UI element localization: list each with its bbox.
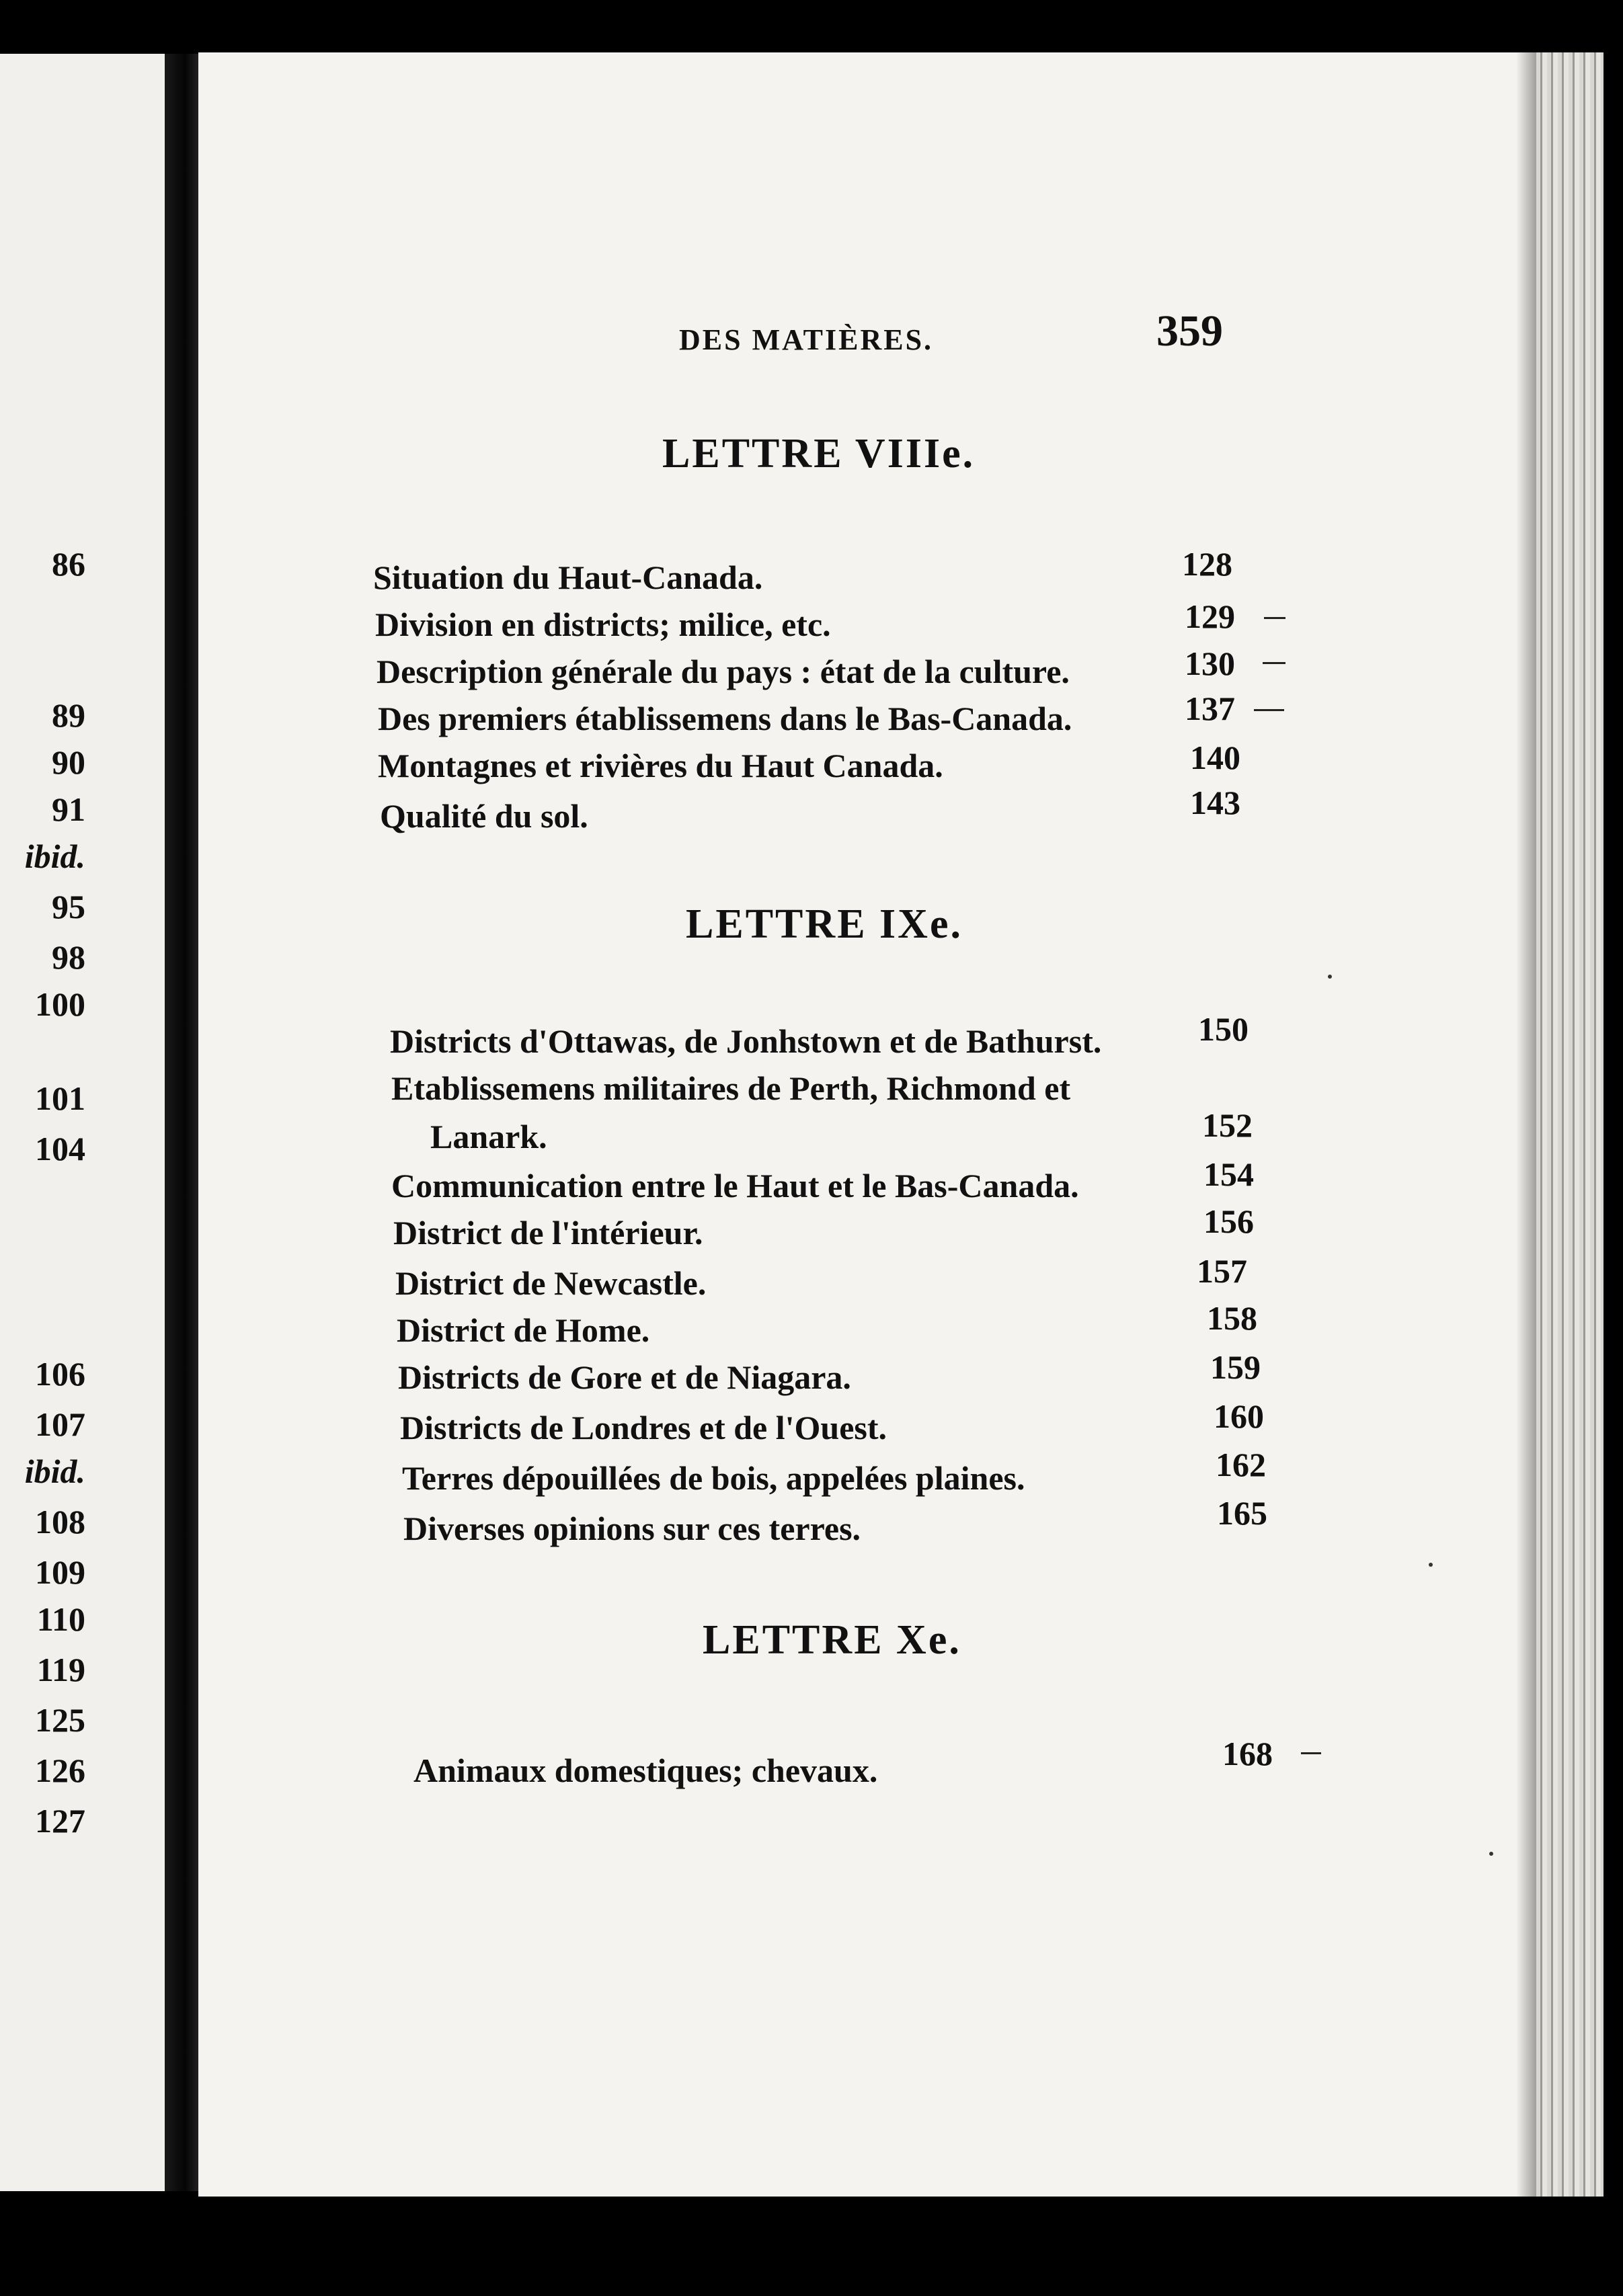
toc-entry: Districts de Londres et de l'Ouest.	[400, 1409, 887, 1446]
left-page-number: 106	[35, 1355, 85, 1393]
toc-entry: Diverses opinions sur ces terres.	[403, 1510, 861, 1547]
toc-entry: District de l'intérieur.	[393, 1214, 703, 1252]
toc-entry: Situation du Haut-Canada.	[373, 559, 763, 596]
toc-page: 168	[1222, 1735, 1273, 1772]
main-page	[198, 52, 1536, 2197]
toc-page: 162	[1216, 1446, 1266, 1483]
left-page-number: 95	[52, 888, 85, 926]
toc-page: 165	[1217, 1494, 1267, 1532]
section-heading: LETTRE VIIIe.	[662, 431, 976, 477]
toc-entry: Districts de Gore et de Niagara.	[398, 1358, 851, 1396]
toc-entry: Description générale du pays : état de la culture.	[377, 653, 1070, 690]
toc-entry: Montagnes et rivières du Haut Canada.	[378, 747, 943, 784]
page-stack-edge	[1536, 52, 1604, 2197]
left-page-number: 101	[35, 1079, 85, 1117]
toc-page: 159	[1210, 1348, 1261, 1386]
toc-page: 157	[1197, 1252, 1247, 1290]
page-edge-shadow	[1516, 52, 1536, 2197]
left-page-number: 119	[36, 1651, 85, 1688]
toc-page: 130	[1185, 645, 1235, 682]
toc-entry: District de Home.	[397, 1311, 650, 1349]
left-page-number: 89	[52, 696, 85, 734]
running-head: DES MATIÈRES.	[679, 323, 934, 356]
book-gutter	[165, 54, 198, 2191]
left-page-number: 127	[35, 1802, 85, 1840]
left-page-number: ibid.	[24, 837, 85, 875]
toc-entry-continuation: Lanark.	[430, 1118, 547, 1155]
toc-entry: Districts d'Ottawas, de Jonhstown et de Bathurst.	[390, 1022, 1102, 1060]
margin-dash	[1254, 709, 1284, 711]
margin-dash	[1301, 1752, 1321, 1754]
left-page-number: 126	[35, 1752, 85, 1789]
left-page-number: 109	[35, 1553, 85, 1591]
left-page-number: 100	[35, 985, 85, 1023]
toc-page: 160	[1214, 1397, 1264, 1435]
toc-entry: Division en districts; milice, etc.	[375, 606, 831, 643]
toc-page: 143	[1190, 784, 1240, 821]
toc-page: 140	[1190, 739, 1240, 776]
left-page-number: 86	[52, 545, 85, 583]
page-number: 359	[1156, 306, 1223, 356]
paper-speck	[1429, 1563, 1433, 1567]
left-page-number: 104	[35, 1130, 85, 1167]
margin-dash	[1263, 662, 1285, 664]
toc-entry: Communication entre le Haut et le Bas-Canada.	[391, 1167, 1079, 1204]
toc-entry: Etablissemens militaires de Perth, Richmond et	[391, 1069, 1071, 1107]
left-page-number: 107	[35, 1405, 85, 1443]
toc-entry: Des premiers établissemens dans le Bas-Canada.	[378, 700, 1072, 737]
toc-page: 152	[1202, 1106, 1253, 1144]
margin-dash	[1264, 617, 1285, 619]
toc-page: 128	[1182, 545, 1232, 583]
left-page-number: 108	[35, 1503, 85, 1541]
toc-page: 154	[1203, 1155, 1254, 1193]
paper-speck	[1489, 1852, 1493, 1856]
left-page-number: 90	[52, 743, 85, 781]
left-page-number: 125	[35, 1701, 85, 1739]
left-page-number: ibid.	[24, 1452, 85, 1490]
left-facing-page	[0, 54, 165, 2191]
toc-page: 158	[1207, 1299, 1257, 1337]
toc-page: 129	[1185, 598, 1235, 635]
toc-entry: Terres dépouillées de bois, appelées plaines.	[402, 1459, 1025, 1497]
section-heading: LETTRE Xe.	[703, 1617, 961, 1663]
left-page-number: 98	[52, 938, 85, 976]
toc-page: 156	[1203, 1202, 1254, 1240]
left-page-number: 91	[52, 790, 85, 828]
toc-entry: Animaux domestiques; chevaux.	[413, 1752, 878, 1789]
left-page-number: 110	[36, 1600, 85, 1638]
toc-page: 150	[1198, 1010, 1249, 1048]
toc-entry: Qualité du sol.	[380, 797, 588, 835]
section-heading: LETTRE IXe.	[686, 901, 963, 947]
toc-entry: District de Newcastle.	[395, 1264, 707, 1302]
paper-speck	[1328, 975, 1332, 979]
toc-page: 137	[1185, 690, 1235, 727]
